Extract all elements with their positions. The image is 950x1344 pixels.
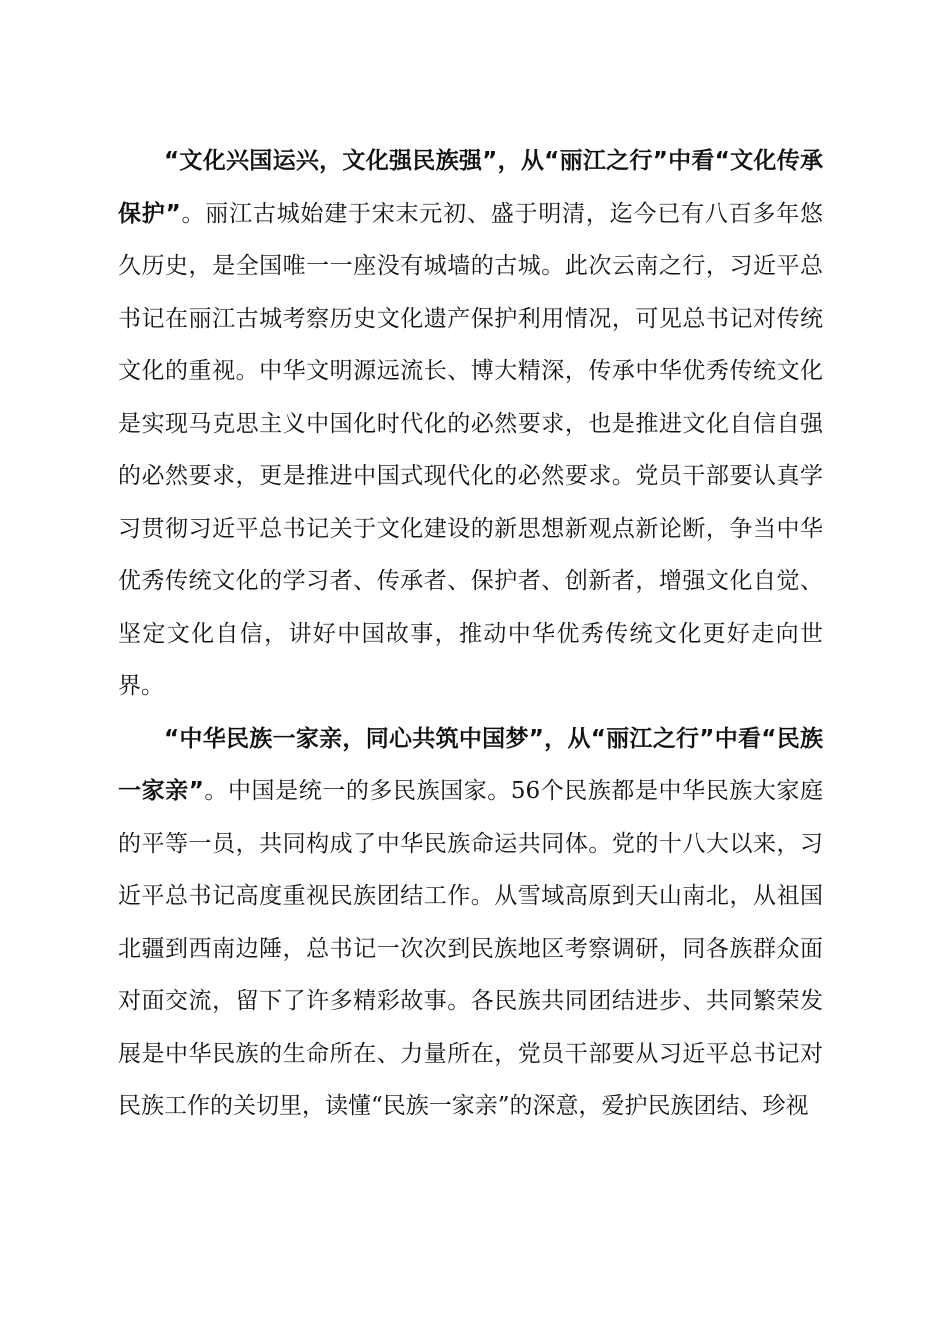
paragraph-ethnic-unity xyxy=(118,713,823,1133)
paragraph-culture xyxy=(118,135,823,713)
paragraph-body: 。丽江古城始建于宋末元初、盛于明清，迄今已有八百多年悠久历史，是全国唯一一座没有城墙的古城。此次云南之行，习近平总书记在丽江古城考察历史文化遗产保护利用情况，可见总书记对传统文化的重视。中华文明源远流长、博大精深，传承中华优秀传统文化是实现马克思主义中国化时代化的必然要求，也是推进文化自信自强的必然要求，更是推进中国式现代化的必然要求。党员干部要认真学习贯彻习近平总书记关于文化建设的新思想新观点新论断，争当中华优秀传统文化的学习者、传承者、保护者、创新者，增强文化自觉、坚定文化自信，讲好中国故事，推动中华优秀传统文化更好走向世界。 xyxy=(118,200,824,699)
paragraph-body: 。中国是统一的多民族国家。56个民族都是中华民族大家庭的平等一员，共同构成了中华民族命运共同体。党的十八大以来，习近平总书记高度重视民族团结工作。从雪域高原到天山南北，从祖国北疆到西南边陲，总书记一次次到民族地区考察调研，同各族群众面对面交流，留下了许多精彩故事。各民族共同团结进步、共同繁荣发展是中华民族的生命所在、力量所在，党员干部要从习近平总书记对民族工作的关切里，读懂“民族一家亲”的深意，爱护民族团结、珍视 xyxy=(118,778,823,1119)
paragraph-lead: “文化兴国运兴，文化强民族强”，从“丽江之行”中看“文化传承保护” xyxy=(118,148,823,227)
document-body xyxy=(118,135,823,1133)
paragraph-lead: “中华民族一家亲，同心共筑中国梦”，从“丽江之行”中看“民族一家亲” xyxy=(118,725,823,804)
